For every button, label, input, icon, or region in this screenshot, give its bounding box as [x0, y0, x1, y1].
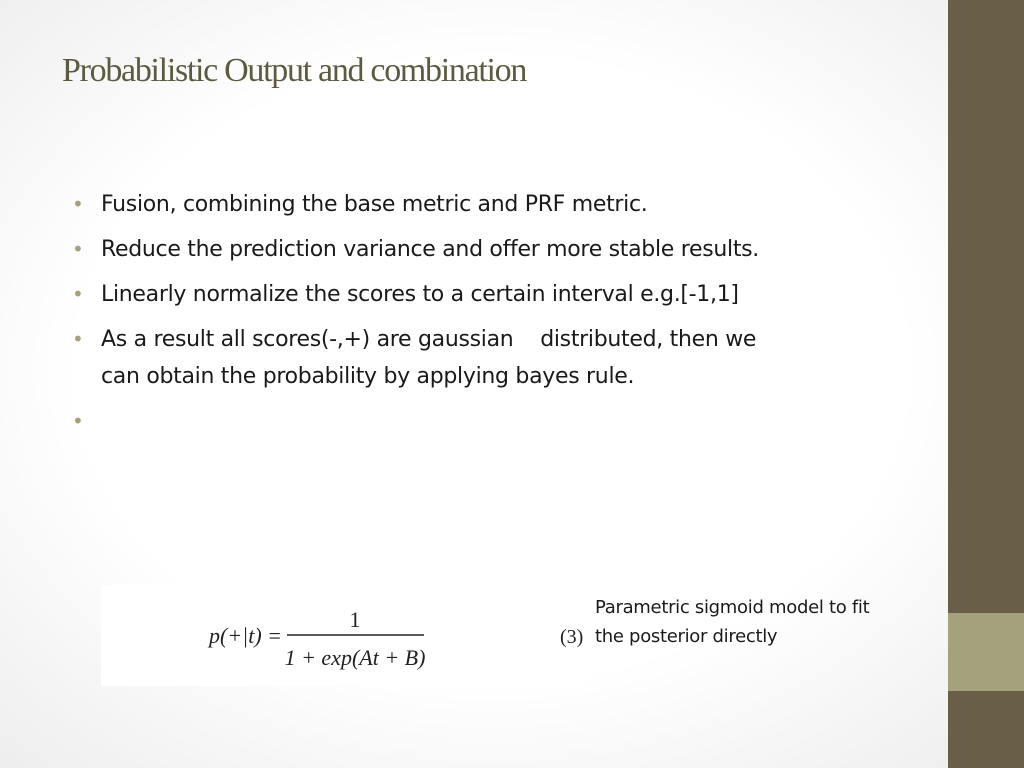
caption-line: Parametric sigmoid model to fit — [595, 597, 870, 618]
bullet-dot-icon: • — [72, 327, 84, 351]
bullet-text: Linearly normalize the scores to a certain interval e.g.[-1,1] — [101, 282, 739, 307]
bullet-dot-icon: • — [72, 237, 84, 261]
bullet-dot-icon: • — [72, 409, 84, 433]
formula-caption — [595, 593, 940, 651]
sidebar-accent-block — [948, 613, 1024, 691]
bullet-item — [72, 186, 892, 223]
bullet-text: As a result all scores(-,+) are gaussian distributed, then we can obtain the probability by applying bayes rule. — [101, 327, 757, 389]
bullet-item — [72, 321, 892, 395]
bullet-item — [72, 276, 892, 313]
bullet-dot-icon: • — [72, 192, 84, 216]
bullet-text: Fusion, combining the base metric and PRF metric. — [101, 192, 648, 217]
equation-number: (3) — [560, 626, 584, 648]
formula-svg — [101, 585, 589, 686]
bullet-dot-icon: • — [72, 282, 84, 306]
caption-line: the posterior directly — [595, 626, 778, 647]
formula-denominator: 1 + exp(At + B) — [284, 645, 426, 670]
formula-lhs: p(+|t) = — [209, 623, 283, 648]
bullet-item — [72, 231, 892, 268]
slide-title: Probabilistic Output and combination — [62, 52, 527, 89]
formula-image — [101, 585, 589, 686]
bullet-list — [72, 186, 892, 433]
formula-numerator: 1 — [349, 607, 361, 632]
bullet-text: Reduce the prediction variance and offer more stable results. — [101, 237, 759, 262]
